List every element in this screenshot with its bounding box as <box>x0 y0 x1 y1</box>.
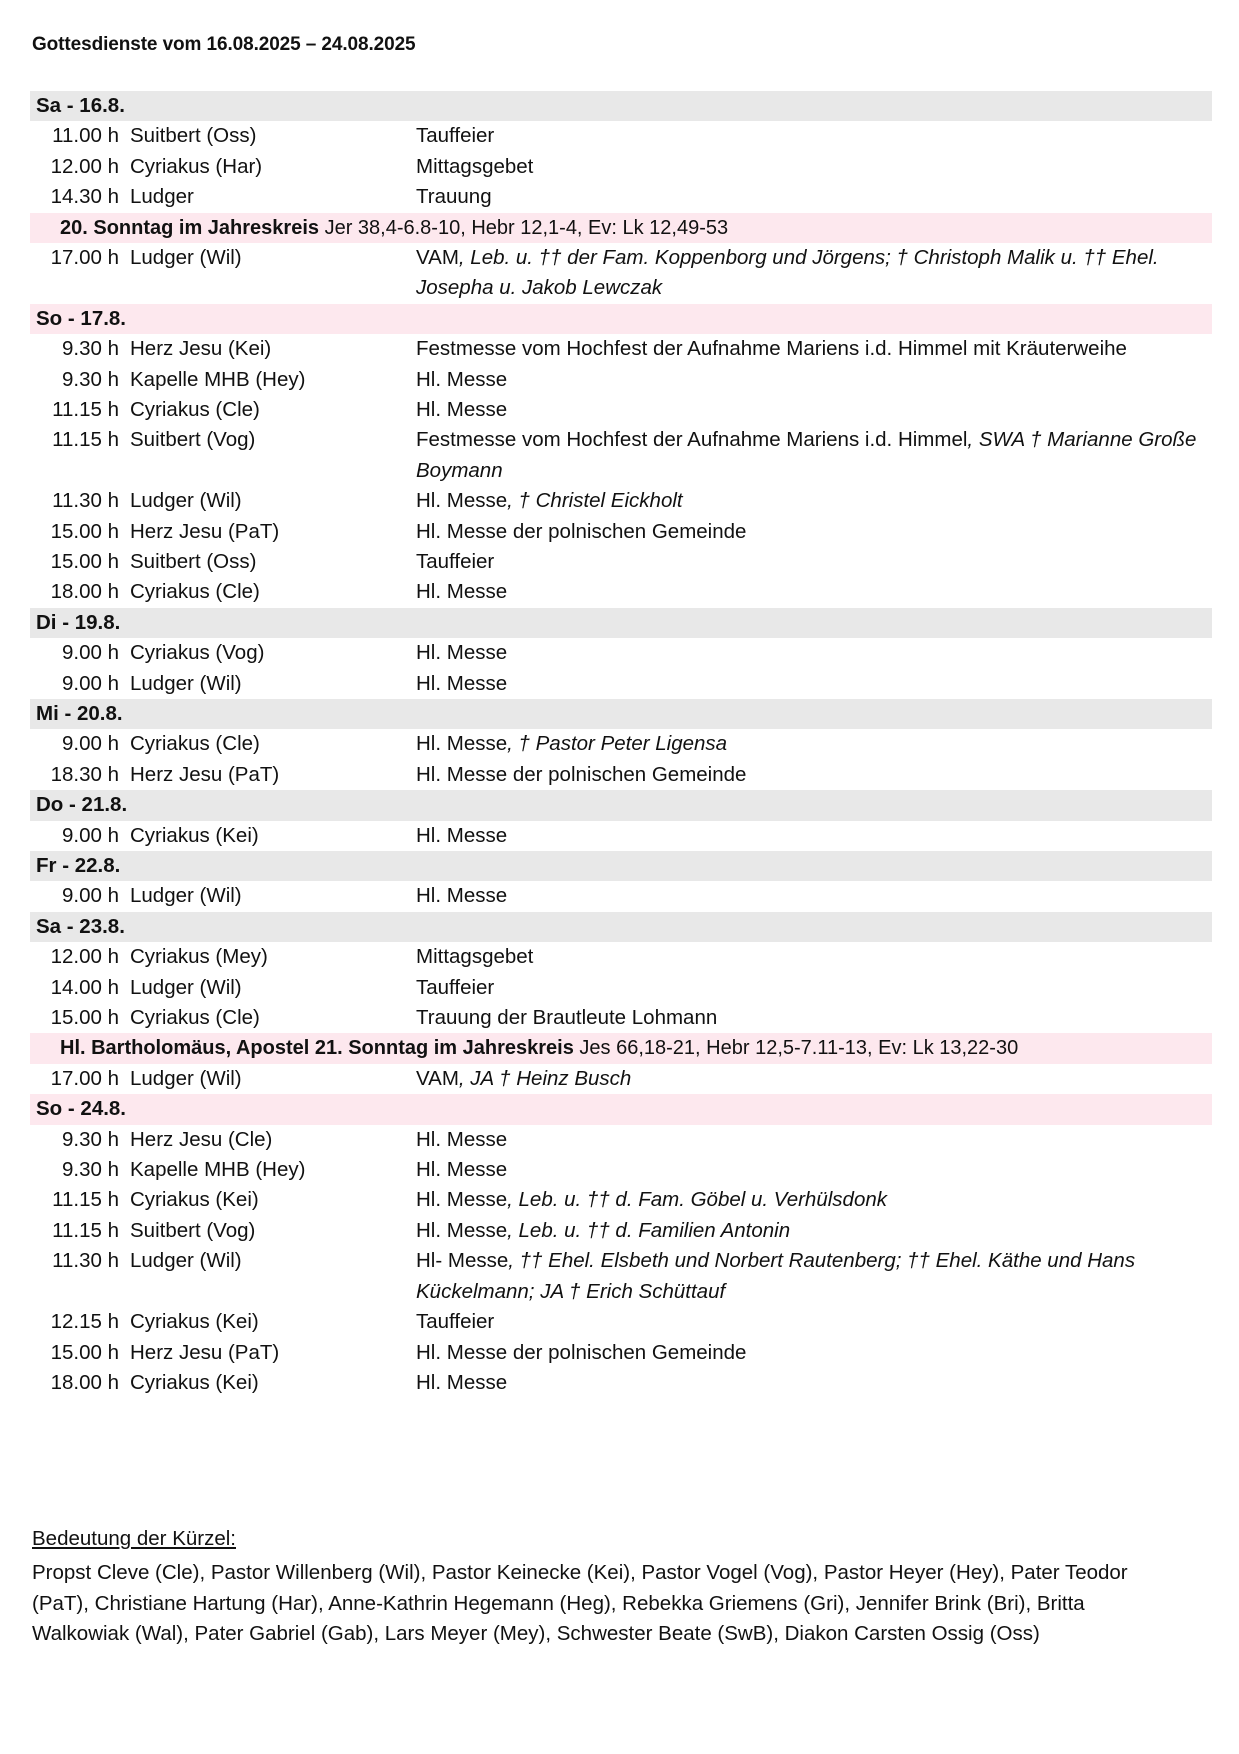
service-time: 18.00 h <box>50 580 119 604</box>
service-time: 15.00 h <box>50 550 119 574</box>
service-type: Hl. Messe <box>416 1127 508 1151</box>
service-type: Hl. Messe <box>416 732 508 756</box>
service-row <box>30 1338 1212 1368</box>
service-time: 11.30 h <box>52 1249 119 1273</box>
legend-text: Propst Cleve (Cle), Pastor Willenberg (Wil), Pastor Keinecke (Kei), Pastor Vogel (Vog), Pastor Heyer (Hey), Pater Teodor (PaT), Christiane Hartung (Har), Anne-Kathrin Hegemann (Heg), Rebekka Griemens (Gri), Jennifer Brink (Bri), Britta Walkowiak (Wal), Pater Gabriel (Gab), Lars Meyer (Mey), Schwester Beate (SwB), Diakon Carsten Ossig (Oss) <box>32 1561 1128 1645</box>
service-row <box>30 1064 1212 1094</box>
service-description <box>416 1307 1212 1337</box>
service-intention: , JA † Heinz Busch <box>458 1066 632 1090</box>
service-intention: , Leb. u. †† d. Familien Antonin <box>507 1218 791 1242</box>
service-description <box>416 942 1212 972</box>
service-type: Hl. Messe der polnischen Gemeinde <box>416 1340 747 1364</box>
service-place: Cyriakus (Cle) <box>130 732 260 756</box>
day-header <box>30 91 1212 121</box>
service-row <box>30 973 1212 1003</box>
service-description <box>416 729 1212 759</box>
service-description <box>416 121 1212 151</box>
service-time: 17.00 h <box>50 1066 119 1090</box>
service-row <box>30 821 1212 851</box>
service-place: Herz Jesu (PaT) <box>130 1340 280 1364</box>
service-type: Mittagsgebet <box>416 154 534 178</box>
service-place: Suitbert (Oss) <box>130 124 257 148</box>
feast-readings: Jes 66,18-21, Hebr 12,5-7.11-13, Ev: Lk 13,22-30 <box>573 1037 1019 1060</box>
service-place: Suitbert (Vog) <box>130 1218 256 1242</box>
service-place: Cyriakus (Kei) <box>130 1370 259 1394</box>
service-place: Herz Jesu (PaT) <box>130 762 280 786</box>
service-type: Trauung <box>416 185 492 209</box>
service-row <box>30 243 1212 304</box>
service-row <box>30 517 1212 547</box>
service-description <box>416 973 1212 1003</box>
service-description <box>416 1216 1212 1246</box>
service-type: Hl. Messe <box>416 823 508 847</box>
service-description <box>416 1125 1212 1155</box>
service-time: 9.30 h <box>62 1158 119 1182</box>
service-description <box>416 395 1212 425</box>
service-place: Suitbert (Oss) <box>130 550 257 574</box>
day-header <box>30 608 1212 638</box>
service-row <box>30 1155 1212 1185</box>
service-time: 18.30 h <box>50 762 119 786</box>
service-type: Hl. Messe <box>416 489 508 513</box>
service-type: Hl. Messe <box>416 1158 508 1182</box>
service-schedule <box>30 91 1212 1398</box>
service-place: Cyriakus (Mey) <box>130 945 268 969</box>
service-row <box>30 1003 1212 1033</box>
service-row <box>30 760 1212 790</box>
feast-readings: Jer 38,4-6.8-10, Hebr 12,1-4, Ev: Lk 12,49-53 <box>319 216 729 239</box>
service-description <box>416 425 1212 486</box>
service-place: Herz Jesu (Cle) <box>130 1127 273 1151</box>
page-title: Gottesdienste vom 16.08.2025 – 24.08.2025 <box>32 34 416 55</box>
service-place: Cyriakus (Har) <box>130 154 263 178</box>
service-row <box>30 395 1212 425</box>
service-type: VAM <box>416 246 459 269</box>
service-type: Hl- Messe <box>416 1249 509 1273</box>
service-type: VAM <box>416 1066 459 1090</box>
service-time: 18.00 h <box>50 1370 119 1394</box>
service-intention: , Leb. u. †† d. Fam. Göbel u. Verhülsdonk <box>507 1188 887 1212</box>
service-description <box>416 1155 1212 1185</box>
day-label: Fr - 22.8. <box>36 854 121 878</box>
service-place: Ludger (Wil) <box>130 671 242 695</box>
service-description <box>416 669 1212 699</box>
service-time: 14.00 h <box>50 975 119 999</box>
service-row <box>30 1368 1212 1398</box>
day-label: Do - 21.8. <box>36 793 128 817</box>
service-row <box>30 881 1212 911</box>
service-type: Tauffeier <box>416 975 495 999</box>
service-time: 11.15 h <box>52 1218 119 1242</box>
service-type: Trauung der Brautleute Lohmann <box>416 1006 718 1030</box>
service-place: Kapelle MHB (Hey) <box>130 1158 306 1182</box>
service-time: 11.15 h <box>52 428 119 452</box>
service-type: Hl. Messe <box>416 398 508 422</box>
service-row <box>30 425 1212 486</box>
service-row <box>30 638 1212 668</box>
service-time: 9.00 h <box>62 641 119 665</box>
day-label: Sa - 23.8. <box>36 914 125 938</box>
service-row <box>30 942 1212 972</box>
service-time: 17.00 h <box>50 246 119 269</box>
service-place: Ludger (Wil) <box>130 884 242 908</box>
service-row <box>30 486 1212 516</box>
day-header <box>30 1094 1212 1124</box>
service-place: Ludger (Wil) <box>130 489 242 513</box>
service-intention: , † Christel Eickholt <box>507 489 683 513</box>
day-header <box>30 851 1212 881</box>
day-label: Sa - 16.8. <box>36 94 125 117</box>
service-row <box>30 365 1212 395</box>
service-time: 12.00 h <box>50 945 119 969</box>
service-type: Hl. Messe <box>416 367 508 391</box>
service-type: Festmesse vom Hochfest der Aufnahme Mariens i.d. Himmel mit Kräuterweihe <box>416 337 1127 361</box>
day-label: Mi - 20.8. <box>36 702 123 726</box>
day-label: So - 24.8. <box>36 1097 127 1121</box>
service-place: Suitbert (Vog) <box>130 428 256 452</box>
service-type: Hl. Messe <box>416 641 508 665</box>
feast-title: Hl. Bartholomäus, Apostel 21. Sonntag im Jahreskreis <box>60 1037 574 1060</box>
service-type: Tauffeier <box>416 1310 495 1334</box>
service-description <box>416 365 1212 395</box>
service-row <box>30 1246 1212 1307</box>
service-description <box>416 243 1212 304</box>
service-place: Cyriakus (Cle) <box>130 1006 260 1030</box>
service-type: Mittagsgebet <box>416 945 534 969</box>
service-row <box>30 729 1212 759</box>
service-type: Tauffeier <box>416 550 495 574</box>
service-description <box>416 881 1212 911</box>
service-place: Herz Jesu (Kei) <box>130 337 272 361</box>
service-row <box>30 577 1212 607</box>
service-type: Tauffeier <box>416 124 495 148</box>
service-row <box>30 1185 1212 1215</box>
service-place: Cyriakus (Kei) <box>130 1188 259 1212</box>
service-type: Festmesse vom Hochfest der Aufnahme Mariens i.d. Himmel <box>416 428 968 452</box>
service-row <box>30 1125 1212 1155</box>
service-place: Ludger (Wil) <box>130 1249 242 1273</box>
service-description <box>416 547 1212 577</box>
feast-header <box>30 1033 1212 1063</box>
service-intention: , †† Ehel. Elsbeth und Norbert Rautenberg; †† Ehel. Käthe und Hans Kückelmann; JA † Erich Schüttauf <box>416 1249 1136 1303</box>
service-type: Hl. Messe der polnischen Gemeinde <box>416 519 747 543</box>
service-description <box>416 638 1212 668</box>
service-description <box>416 182 1212 212</box>
service-time: 12.15 h <box>50 1310 119 1334</box>
service-time: 9.30 h <box>62 337 119 361</box>
service-time: 9.30 h <box>62 367 119 391</box>
service-time: 9.00 h <box>62 732 119 756</box>
service-place: Ludger <box>130 185 194 209</box>
service-time: 15.00 h <box>50 519 119 543</box>
service-description <box>416 1185 1212 1215</box>
service-type: Hl. Messe <box>416 1218 508 1242</box>
service-intention: , † Pastor Peter Ligensa <box>507 732 728 756</box>
service-description <box>416 1246 1212 1307</box>
service-intention: , Leb. u. †† der Fam. Koppenborg und Jörgens; † Christoph Malik u. †† Ehel. Josepha u. Jakob Lewczak <box>416 246 1159 300</box>
service-description <box>416 1064 1212 1094</box>
service-description <box>416 821 1212 851</box>
service-row <box>30 152 1212 182</box>
service-description <box>416 577 1212 607</box>
service-description <box>416 1003 1212 1033</box>
service-row <box>30 1307 1212 1337</box>
service-row <box>30 669 1212 699</box>
service-type: Hl. Messe <box>416 580 508 604</box>
service-place: Cyriakus (Kei) <box>130 823 259 847</box>
service-time: 11.15 h <box>52 398 119 422</box>
service-type: Hl. Messe der polnischen Gemeinde <box>416 762 747 786</box>
service-time: 15.00 h <box>50 1340 119 1364</box>
service-description <box>416 1338 1212 1368</box>
service-time: 9.00 h <box>62 823 119 847</box>
service-time: 9.00 h <box>62 884 119 908</box>
service-row <box>30 121 1212 151</box>
day-header <box>30 912 1212 942</box>
service-time: 11.00 h <box>52 124 119 148</box>
service-row <box>30 182 1212 212</box>
feast-header <box>30 213 1212 243</box>
service-time: 11.30 h <box>52 489 119 513</box>
service-row <box>30 547 1212 577</box>
service-type: Hl. Messe <box>416 671 508 695</box>
service-place: Cyriakus (Kei) <box>130 1310 259 1334</box>
service-time: 11.15 h <box>52 1188 119 1212</box>
service-description <box>416 334 1212 364</box>
service-place: Ludger (Wil) <box>130 1066 242 1090</box>
service-place: Ludger (Wil) <box>130 975 242 999</box>
service-time: 9.30 h <box>62 1127 119 1151</box>
service-description <box>416 486 1212 516</box>
legend-heading: Bedeutung der Kürzel: <box>32 1527 236 1550</box>
service-description <box>416 152 1212 182</box>
service-type: Hl. Messe <box>416 1370 508 1394</box>
service-place: Cyriakus (Vog) <box>130 641 265 665</box>
service-time: 15.00 h <box>50 1006 119 1030</box>
service-row <box>30 334 1212 364</box>
service-place: Cyriakus (Cle) <box>130 398 260 422</box>
service-place: Herz Jesu (PaT) <box>130 519 280 543</box>
service-description <box>416 517 1212 547</box>
service-time: 12.00 h <box>50 154 119 178</box>
day-label: So - 17.8. <box>36 306 127 330</box>
service-time: 14.30 h <box>50 185 119 209</box>
service-time: 9.00 h <box>62 671 119 695</box>
service-type: Hl. Messe <box>416 1188 508 1212</box>
service-description <box>416 1368 1212 1398</box>
day-header <box>30 304 1212 334</box>
service-description <box>416 760 1212 790</box>
day-header <box>30 790 1212 820</box>
service-place: Kapelle MHB (Hey) <box>130 367 306 391</box>
day-header <box>30 699 1212 729</box>
service-place: Cyriakus (Cle) <box>130 580 260 604</box>
service-intention: , SWA † Marianne Große Boymann <box>416 428 1197 482</box>
feast-title: 20. Sonntag im Jahreskreis <box>60 216 320 239</box>
service-type: Hl. Messe <box>416 884 508 908</box>
service-place: Ludger (Wil) <box>130 246 242 269</box>
service-row <box>30 1216 1212 1246</box>
day-label: Di - 19.8. <box>36 610 121 634</box>
